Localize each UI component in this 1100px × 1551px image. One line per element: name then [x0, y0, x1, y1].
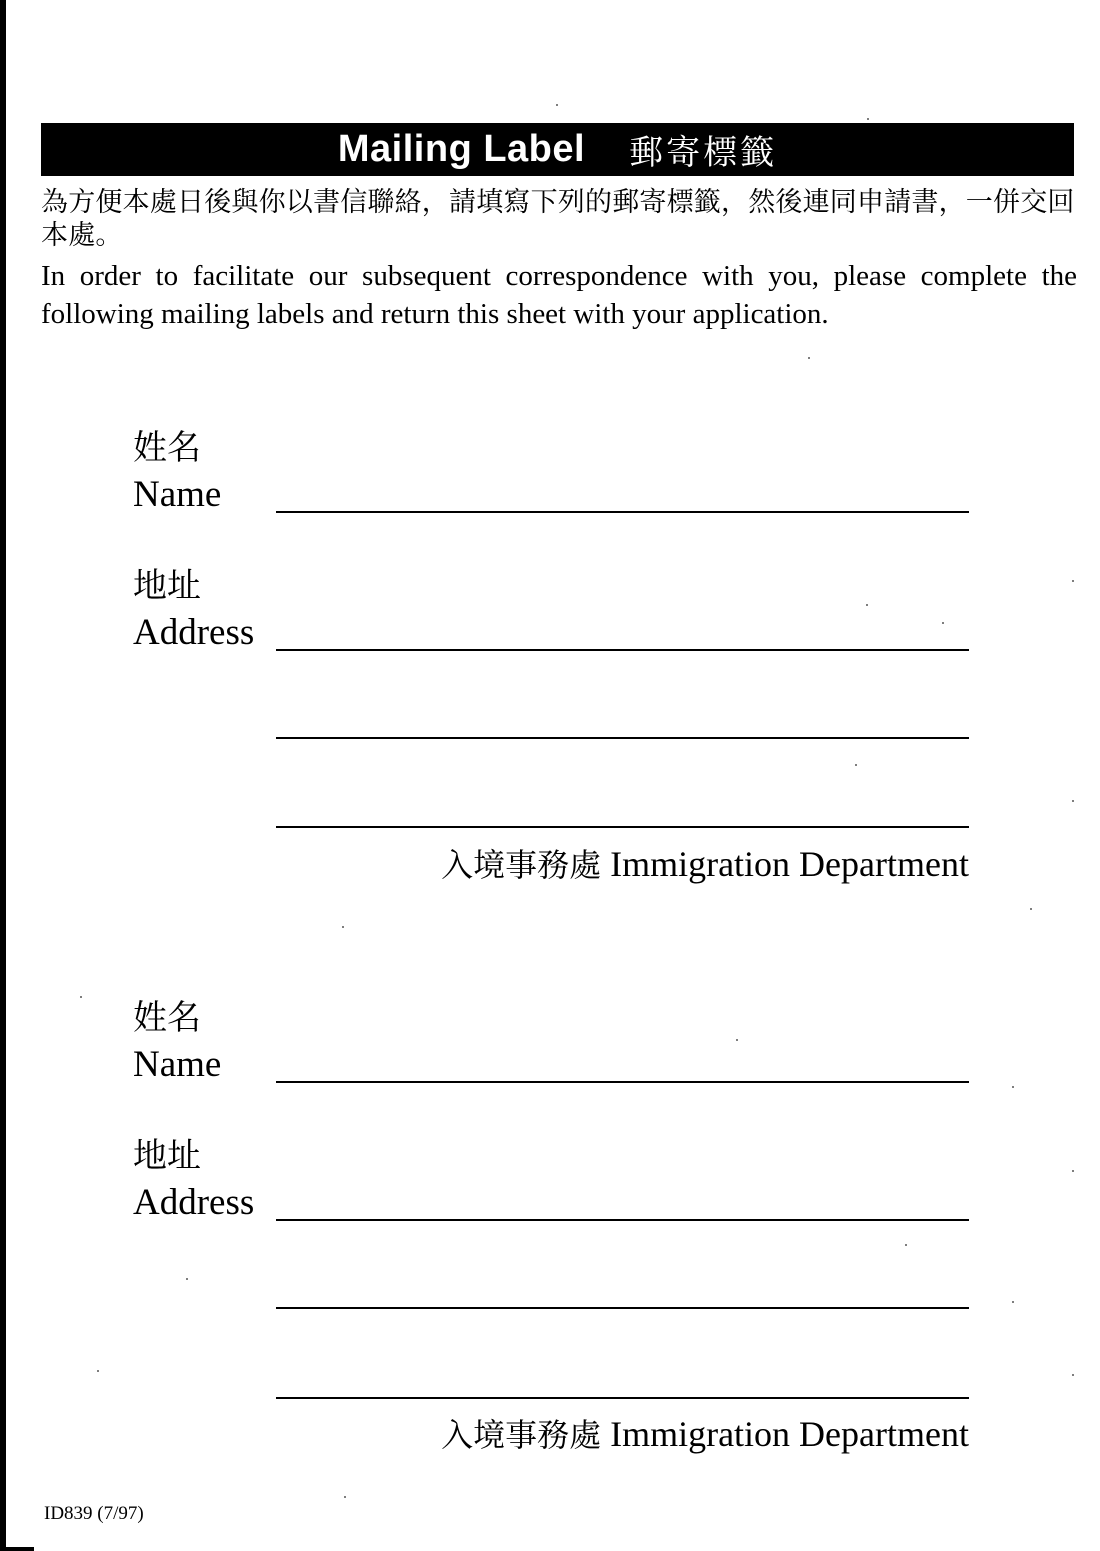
- address-input-line-3[interactable]: [276, 826, 969, 828]
- scan-speck: [1072, 580, 1074, 582]
- name-label-chinese: 姓名: [133, 428, 201, 468]
- address-input-line-1[interactable]: [276, 649, 969, 651]
- address-input-line-3[interactable]: [276, 1397, 969, 1399]
- department-name: [441, 1413, 969, 1456]
- scan-speck: [1012, 1301, 1014, 1303]
- scan-edge-foot: [0, 1547, 34, 1551]
- scan-speck: [905, 1244, 907, 1246]
- address-label-chinese: 地址: [133, 1136, 201, 1176]
- name-label: Name: [133, 1044, 222, 1085]
- scan-speck: [808, 357, 810, 359]
- scan-edge: [0, 0, 6, 1551]
- scan-speck: [866, 604, 868, 606]
- page-title: Mailing Label: [337, 128, 586, 170]
- address-label: Address: [133, 1182, 255, 1223]
- scan-speck: [344, 1496, 346, 1498]
- scan-speck: [1030, 908, 1032, 910]
- name-input-line[interactable]: [276, 511, 969, 513]
- scan-speck: [1072, 800, 1074, 802]
- name-label-chinese: 姓名: [133, 998, 201, 1038]
- scan-speck: [1072, 1170, 1074, 1172]
- department-name-chinese: 入境事務處: [441, 846, 602, 884]
- address-input-line-2[interactable]: [276, 1307, 969, 1309]
- intro-text-chinese: 為方便本處日後與你以書信聯絡，請填寫下列的郵寄標籤，然後連同申請書，一併交回本處。: [41, 187, 1075, 251]
- form-id: ID839 (7/97): [44, 1503, 144, 1524]
- scan-speck: [1012, 1086, 1014, 1088]
- scan-speck: [97, 1370, 99, 1372]
- name-label: Name: [133, 474, 222, 515]
- scan-speck: [855, 764, 857, 766]
- name-input-line[interactable]: [276, 1081, 969, 1083]
- scan-speck: [342, 926, 344, 928]
- scan-speck: [867, 118, 869, 120]
- address-label: Address: [133, 612, 255, 653]
- department-name-chinese: 入境事務處: [441, 1416, 602, 1454]
- department-name-english: Immigration Department: [610, 1414, 969, 1454]
- scan-speck: [80, 996, 82, 998]
- intro-text-english: In order to facilitate our subsequent correspondence with you, please complete the following mailing labels and return this sheet with your application.: [41, 260, 1077, 330]
- address-input-line-2[interactable]: [276, 737, 969, 739]
- scan-speck: [736, 1039, 738, 1041]
- scan-speck: [942, 622, 944, 624]
- address-input-line-1[interactable]: [276, 1219, 969, 1221]
- scan-speck: [1072, 1374, 1074, 1376]
- scan-speck: [186, 1278, 188, 1280]
- scan-speck: [556, 104, 558, 106]
- address-label-chinese: 地址: [133, 566, 201, 606]
- header-bar: [41, 123, 1074, 176]
- department-name-english: Immigration Department: [610, 844, 969, 884]
- page-title-chinese: 郵寄標籤: [629, 133, 778, 173]
- department-name: [441, 843, 969, 886]
